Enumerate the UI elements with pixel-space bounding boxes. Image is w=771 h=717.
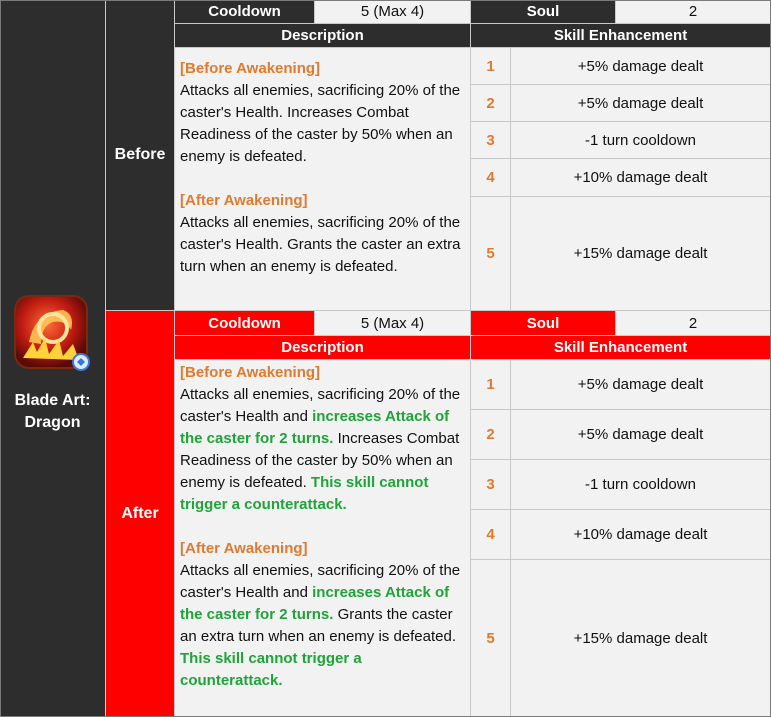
after-enh-num-1: 1 xyxy=(471,360,511,410)
before-enhancement-header: Skill Enhancement xyxy=(471,24,771,48)
after-enh-text-2: +5% damage dealt xyxy=(511,410,771,460)
after-enh-text-5: +15% damage dealt xyxy=(511,560,771,717)
after-enhancement-header: Skill Enhancement xyxy=(471,336,771,360)
after-aa-text-2: Grants the caster an extra turn when an enemy is defeated. xyxy=(180,606,457,645)
after-aa-green-1: increases Attack of the caster for 2 turns. xyxy=(180,584,450,623)
skill-name: Blade Art: Dragon xyxy=(14,392,91,431)
after-enh-num-5: 5 xyxy=(471,560,511,717)
before-enh-text-4: +10% damage dealt xyxy=(511,159,771,197)
before-description-header: Description xyxy=(175,24,471,48)
before-soul-value: 2 xyxy=(616,0,771,24)
before-enh-text-2: +5% damage dealt xyxy=(511,85,771,122)
after-label: After xyxy=(106,311,175,717)
before-awakening-text: Attacks all enemies, sacrificing 20% of the caster's Health. Increases Combat Readiness of the caster by 50% when an enemy is defeated. xyxy=(180,82,461,165)
before-enh-text-5: +15% damage dealt xyxy=(511,197,771,311)
before-awakening-title: [Before Awakening] xyxy=(180,60,321,77)
after-enh-num-2: 2 xyxy=(471,410,511,460)
after-after-awakening-title: [After Awakening] xyxy=(180,540,308,557)
before-enh-text-1: +5% damage dealt xyxy=(511,48,771,85)
after-enh-num-4: 4 xyxy=(471,510,511,560)
after-cooldown-label: Cooldown xyxy=(175,311,315,336)
after-cooldown-value: 5 (Max 4) xyxy=(315,311,471,336)
before-enh-num-3: 3 xyxy=(471,122,511,159)
after-ba-green-1: increases Attack of the caster for 2 turns. xyxy=(180,408,450,447)
before-description xyxy=(175,48,471,311)
before-enh-num-1: 1 xyxy=(471,48,511,85)
after-enh-num-3: 3 xyxy=(471,460,511,510)
after-aa-text-1: Attacks all enemies, sacrificing 20% of the caster's Health and xyxy=(180,562,461,601)
after-ba-text-1: Attacks all enemies, sacrificing 20% of the caster's Health and xyxy=(180,386,461,425)
before-cooldown-label: Cooldown xyxy=(175,0,315,24)
after-soul-label: Soul xyxy=(471,311,616,336)
before-soul-label: Soul xyxy=(471,0,616,24)
after-enh-text-4: +10% damage dealt xyxy=(511,510,771,560)
after-awakening-text: Attacks all enemies, sacrificing 20% of the caster's Health. Grants the caster an extra turn when an enemy is defeated. xyxy=(180,214,461,275)
after-soul-value: 2 xyxy=(616,311,771,336)
before-enh-num-5: 5 xyxy=(471,197,511,311)
after-before-awakening-title: [Before Awakening] xyxy=(180,364,321,381)
before-enh-num-2: 2 xyxy=(471,85,511,122)
before-enh-num-4: 4 xyxy=(471,159,511,197)
after-ba-green-2: This skill cannot trigger a counterattack. xyxy=(180,474,429,513)
skill-name-cell xyxy=(0,0,106,717)
before-enh-text-3: -1 turn cooldown xyxy=(511,122,771,159)
after-description-header: Description xyxy=(175,336,471,360)
before-label: Before xyxy=(106,0,175,311)
before-cooldown-value: 5 (Max 4) xyxy=(315,0,471,24)
after-enh-text-1: +5% damage dealt xyxy=(511,360,771,410)
after-awakening-title: [After Awakening] xyxy=(180,192,308,209)
after-ba-text-2: Increases Combat Readiness of the caster by 50% when an enemy is defeated. xyxy=(180,430,460,491)
after-enh-text-3: -1 turn cooldown xyxy=(511,460,771,510)
after-description xyxy=(175,360,471,717)
dragon-blade-skill-icon xyxy=(13,294,93,374)
after-aa-green-2: This skill cannot trigger a counterattack. xyxy=(180,650,362,689)
